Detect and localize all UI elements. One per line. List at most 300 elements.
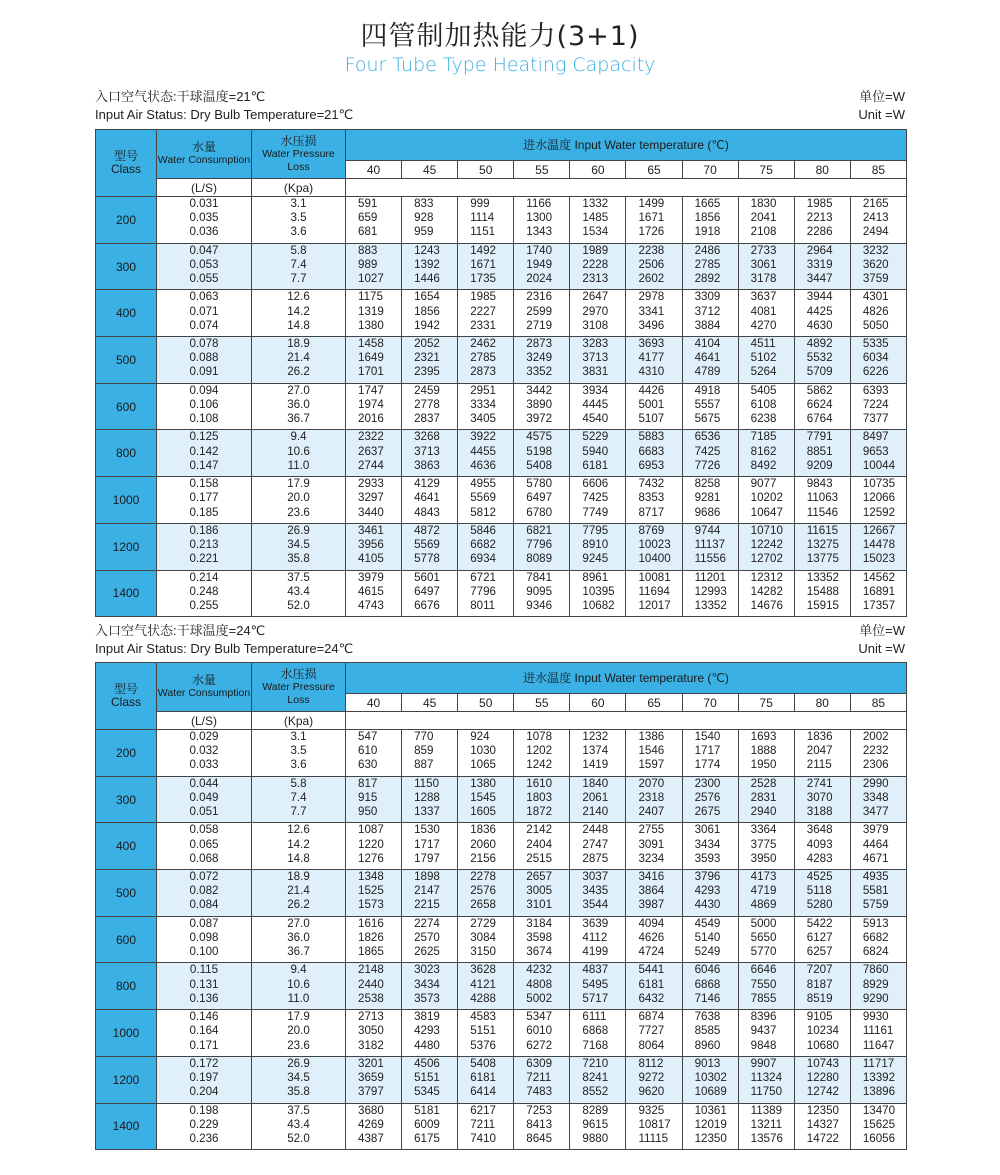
status-line-en — [95, 641, 905, 657]
capacity-cell: 10743 12280 12742 — [794, 1056, 850, 1103]
temp-header: 65 — [626, 694, 682, 712]
flow-cell: 0.115 0.131 0.136 — [157, 963, 252, 1010]
capacity-cell: 2729 3084 3150 — [458, 916, 514, 963]
pressure-cell: 27.0 36.0 36.7 — [252, 916, 346, 963]
capacity-cell: 9077 10202 10647 — [738, 477, 794, 524]
capacity-cell: 11389 13211 13576 — [738, 1103, 794, 1150]
capacity-cell: 7210 8241 8552 — [570, 1056, 626, 1103]
pressure-header — [252, 130, 346, 179]
capacity-cell: 4918 5557 5675 — [682, 383, 738, 430]
capacity-cell: 2274 2570 2625 — [402, 916, 458, 963]
unit-row-filler — [346, 712, 907, 730]
capacity-cell: 6646 7550 7855 — [738, 963, 794, 1010]
temp-header: 75 — [738, 161, 794, 179]
pressure-header-en: Water Pressure Loss — [262, 147, 335, 173]
capacity-cell: 4426 5001 5107 — [626, 383, 682, 430]
temp-header: 85 — [850, 161, 906, 179]
capacity-cell: 6721 7796 8011 — [458, 570, 514, 617]
capacity-cell: 1654 1856 1942 — [402, 290, 458, 337]
capacity-cell: 4575 5198 5408 — [514, 430, 570, 477]
class-cell: 1200 — [96, 1056, 157, 1103]
class-cell: 500 — [96, 870, 157, 917]
pressure-cell: 26.9 34.5 35.8 — [252, 1056, 346, 1103]
table-row — [96, 1056, 907, 1103]
capacity-cell: 5883 6683 6953 — [626, 430, 682, 477]
capacity-cell: 7253 8413 8645 — [514, 1103, 570, 1150]
temp-header: 55 — [514, 161, 570, 179]
table-row — [96, 570, 907, 617]
capacity-cell: 3934 4445 4540 — [570, 383, 626, 430]
capacity-cell: 1386 1546 1597 — [626, 730, 682, 777]
temp-header: 55 — [514, 694, 570, 712]
temp-header: 80 — [794, 161, 850, 179]
capacity-cell: 1166 1300 1343 — [514, 197, 570, 244]
class-cell: 400 — [96, 290, 157, 337]
capacity-cell: 2052 2321 2395 — [402, 337, 458, 384]
capacity-cell: 2713 3050 3182 — [346, 1010, 402, 1057]
capacity-cell: 3442 3890 3972 — [514, 383, 570, 430]
class-header-en: Class — [110, 162, 141, 176]
capacity-cell: 3201 3659 3797 — [346, 1056, 402, 1103]
temp-header: 65 — [626, 161, 682, 179]
flow-cell: 0.063 0.071 0.074 — [157, 290, 252, 337]
capacity-cell: 5601 6497 6676 — [402, 570, 458, 617]
capacity-cell: 4837 5495 5717 — [570, 963, 626, 1010]
capacity-cell: 5000 5650 5770 — [738, 916, 794, 963]
pressure-header-cn: 水压损 — [280, 133, 317, 148]
capacity-cell: 2528 2831 2940 — [738, 776, 794, 823]
capacity-cell: 2647 2970 3108 — [570, 290, 626, 337]
capacity-cell: 4525 5118 5280 — [794, 870, 850, 917]
capacity-cell: 9325 10817 11115 — [626, 1103, 682, 1150]
capacity-cell: 8396 9437 9848 — [738, 1010, 794, 1057]
capacity-cell: 6536 7425 7726 — [682, 430, 738, 477]
capacity-cell: 547 610 630 — [346, 730, 402, 777]
capacity-cell: 817 915 950 — [346, 776, 402, 823]
flow-cell: 0.094 0.106 0.108 — [157, 383, 252, 430]
capacity-cell: 8112 9272 9620 — [626, 1056, 682, 1103]
flow-cell: 0.172 0.197 0.204 — [157, 1056, 252, 1103]
capacity-cell: 2238 2506 2602 — [626, 243, 682, 290]
heating-capacity-table — [95, 129, 907, 617]
water-header-en: Water Consumption — [157, 154, 251, 166]
pressure-cell: 18.9 21.4 26.2 — [252, 337, 346, 384]
capacity-cell: 591 659 681 — [346, 197, 402, 244]
capacity-cell: 12312 14282 14676 — [738, 570, 794, 617]
table-row — [96, 383, 907, 430]
flow-cell: 0.078 0.088 0.091 — [157, 337, 252, 384]
class-cell: 1400 — [96, 1103, 157, 1150]
capacity-cell: 7432 8353 8717 — [626, 477, 682, 524]
capacity-cell: 4935 5581 5759 — [850, 870, 906, 917]
capacity-cell: 12667 14478 15023 — [850, 523, 906, 570]
class-cell: 1200 — [96, 523, 157, 570]
temp-header: 45 — [402, 694, 458, 712]
capacity-cell: 5780 6497 6780 — [514, 477, 570, 524]
capacity-cell: 4549 5140 5249 — [682, 916, 738, 963]
capacity-cell: 1087 1220 1276 — [346, 823, 402, 870]
capacity-cell: 5862 6624 6764 — [794, 383, 850, 430]
capacity-cell: 1492 1671 1735 — [458, 243, 514, 290]
capacity-cell: 2322 2637 2744 — [346, 430, 402, 477]
table-row — [96, 963, 907, 1010]
temp-header: 70 — [682, 161, 738, 179]
capacity-cell: 3037 3435 3544 — [570, 870, 626, 917]
capacity-cell: 2873 3249 3352 — [514, 337, 570, 384]
capacity-cell: 1836 2047 2115 — [794, 730, 850, 777]
capacity-cell: 12350 14327 14722 — [794, 1103, 850, 1150]
capacity-cell: 11201 12993 13352 — [682, 570, 738, 617]
unit-en: Unit =W — [858, 107, 905, 122]
capacity-cell: 2964 3319 3447 — [794, 243, 850, 290]
capacity-cell: 1380 1545 1605 — [458, 776, 514, 823]
capacity-cell: 1150 1288 1337 — [402, 776, 458, 823]
capacity-cell: 4892 5532 5709 — [794, 337, 850, 384]
capacity-cell: 833 928 959 — [402, 197, 458, 244]
capacity-cell: 2070 2318 2407 — [626, 776, 682, 823]
pressure-cell: 9.4 10.6 11.0 — [252, 430, 346, 477]
flow-cell: 0.029 0.032 0.033 — [157, 730, 252, 777]
capacity-cell: 3637 4081 4270 — [738, 290, 794, 337]
unit-cn: 单位=W — [859, 89, 905, 104]
capacity-cell: 7185 8162 8492 — [738, 430, 794, 477]
table-row — [96, 1010, 907, 1057]
capacity-cell: 883 989 1027 — [346, 243, 402, 290]
capacity-cell: 1232 1374 1419 — [570, 730, 626, 777]
page-subtitle: Four Tube Type Heating Capacity — [344, 54, 656, 76]
class-cell: 1000 — [96, 477, 157, 524]
capacity-cell: 6393 7224 7377 — [850, 383, 906, 430]
capacity-cell: 7795 8910 9245 — [570, 523, 626, 570]
class-header-cn: 型号 — [113, 149, 138, 163]
table-row — [96, 243, 907, 290]
capacity-cell: 4506 5151 5345 — [402, 1056, 458, 1103]
pressure-cell: 5.8 7.4 7.7 — [252, 776, 346, 823]
temp-header: 75 — [738, 694, 794, 712]
air-status-cn: 入口空气状态:干球温度=21℃ — [95, 89, 266, 104]
unit-cn: 单位=W — [859, 623, 905, 638]
capacity-cell: 9105 10234 10680 — [794, 1010, 850, 1057]
pressure-header — [252, 663, 346, 712]
class-cell: 500 — [96, 337, 157, 384]
pressure-cell: 27.0 36.0 36.7 — [252, 383, 346, 430]
capacity-cell: 2148 2440 2538 — [346, 963, 402, 1010]
capacity-cell: 8289 9615 9880 — [570, 1103, 626, 1150]
pressure-header-cn: 水压损 — [280, 666, 317, 681]
capacity-cell: 3819 4293 4480 — [402, 1010, 458, 1057]
air-status-en: Input Air Status: Dry Bulb Temperature=24℃ — [95, 641, 354, 656]
table-row — [96, 430, 907, 477]
temp-header: 70 — [682, 694, 738, 712]
capacity-cell: 1747 1974 2016 — [346, 383, 402, 430]
capacity-cell: 3639 4112 4199 — [570, 916, 626, 963]
table-row — [96, 290, 907, 337]
capacity-cell: 1616 1826 1865 — [346, 916, 402, 963]
capacity-cell: 14562 16891 17357 — [850, 570, 906, 617]
capacity-cell: 1985 2213 2286 — [794, 197, 850, 244]
temp-header: 60 — [570, 161, 626, 179]
capacity-cell: 1243 1392 1446 — [402, 243, 458, 290]
capacity-cell: 11615 13275 13775 — [794, 523, 850, 570]
capacity-cell: 1830 2041 2108 — [738, 197, 794, 244]
pressure-cell: 3.1 3.5 3.6 — [252, 730, 346, 777]
table-row — [96, 823, 907, 870]
capacity-cell: 2755 3091 3234 — [626, 823, 682, 870]
flow-cell: 0.198 0.229 0.236 — [157, 1103, 252, 1150]
pressure-cell: 17.9 20.0 23.6 — [252, 1010, 346, 1057]
status-line-cn — [95, 86, 905, 102]
inlet-temp-header: 进水温度 Input Water temperature (℃) — [346, 663, 907, 694]
capacity-cell: 4301 4826 5050 — [850, 290, 906, 337]
capacity-cell: 1665 1856 1918 — [682, 197, 738, 244]
capacity-cell: 2978 3341 3496 — [626, 290, 682, 337]
capacity-cell: 3061 3434 3593 — [682, 823, 738, 870]
water-header — [157, 663, 252, 712]
flow-cell: 0.214 0.248 0.255 — [157, 570, 252, 617]
heating-capacity-table — [95, 662, 907, 1150]
capacity-cell: 3184 3598 3674 — [514, 916, 570, 963]
capacity-cell: 13470 15625 16056 — [850, 1103, 906, 1150]
capacity-cell: 7638 8585 8960 — [682, 1010, 738, 1057]
capacity-cell: 6606 7425 7749 — [570, 477, 626, 524]
capacity-cell: 4232 4808 5002 — [514, 963, 570, 1010]
capacity-cell: 6111 6868 7168 — [570, 1010, 626, 1057]
capacity-cell: 9907 11324 11750 — [738, 1056, 794, 1103]
water-header — [157, 130, 252, 179]
capacity-cell: 5913 6682 6824 — [850, 916, 906, 963]
capacity-cell: 3922 4455 4636 — [458, 430, 514, 477]
capacity-cell: 1348 1525 1573 — [346, 870, 402, 917]
capacity-cell: 7841 9095 9346 — [514, 570, 570, 617]
pressure-cell: 12.6 14.2 14.8 — [252, 290, 346, 337]
pressure-cell: 17.9 20.0 23.6 — [252, 477, 346, 524]
capacity-cell: 6217 7211 7410 — [458, 1103, 514, 1150]
table-row — [96, 730, 907, 777]
class-cell: 600 — [96, 383, 157, 430]
capacity-cell: 999 1114 1151 — [458, 197, 514, 244]
table-row — [96, 1103, 907, 1150]
air-status-cn: 入口空气状态:干球温度=24℃ — [95, 623, 266, 638]
capacity-cell: 4129 4641 4843 — [402, 477, 458, 524]
capacity-cell: 8497 9653 10044 — [850, 430, 906, 477]
capacity-cell: 8258 9281 9686 — [682, 477, 738, 524]
capacity-cell: 9013 10302 10689 — [682, 1056, 738, 1103]
class-header-cn: 型号 — [113, 682, 138, 696]
capacity-cell: 3979 4615 4743 — [346, 570, 402, 617]
capacity-cell: 2933 3297 3440 — [346, 477, 402, 524]
capacity-cell: 3944 4425 4630 — [794, 290, 850, 337]
class-cell: 1400 — [96, 570, 157, 617]
class-cell: 600 — [96, 916, 157, 963]
capacity-cell: 4094 4626 4724 — [626, 916, 682, 963]
capacity-cell: 2486 2785 2892 — [682, 243, 738, 290]
capacity-cell: 3023 3434 3573 — [402, 963, 458, 1010]
capacity-cell: 5405 6108 6238 — [738, 383, 794, 430]
table-row — [96, 776, 907, 823]
capacity-cell: 2459 2778 2837 — [402, 383, 458, 430]
capacity-cell: 2657 3005 3101 — [514, 870, 570, 917]
water-header-cn: 水量 — [191, 140, 216, 154]
pressure-unit: (Kpa) — [252, 179, 346, 197]
capacity-cell: 6821 7796 8089 — [514, 523, 570, 570]
unit-row-filler — [346, 179, 907, 197]
capacity-cell: 9930 11161 11647 — [850, 1010, 906, 1057]
capacity-cell: 3628 4121 4288 — [458, 963, 514, 1010]
capacity-cell: 4955 5569 5812 — [458, 477, 514, 524]
capacity-cell: 5408 6181 6414 — [458, 1056, 514, 1103]
table-row — [96, 870, 907, 917]
capacity-cell: 2316 2599 2719 — [514, 290, 570, 337]
capacity-cell: 9744 11137 11556 — [682, 523, 738, 570]
capacity-cell: 10081 11694 12017 — [626, 570, 682, 617]
class-header-en: Class — [110, 695, 141, 709]
capacity-cell: 1840 2061 2140 — [570, 776, 626, 823]
capacity-cell: 3309 3712 3884 — [682, 290, 738, 337]
capacity-cell: 2002 2232 2306 — [850, 730, 906, 777]
capacity-cell: 6309 7211 7483 — [514, 1056, 570, 1103]
table-row — [96, 477, 907, 524]
class-cell: 800 — [96, 430, 157, 477]
capacity-cell: 1610 1803 1872 — [514, 776, 570, 823]
capacity-cell: 4511 5102 5264 — [738, 337, 794, 384]
capacity-cell: 4872 5569 5778 — [402, 523, 458, 570]
capacity-cell: 5181 6009 6175 — [402, 1103, 458, 1150]
capacity-cell: 1175 1319 1380 — [346, 290, 402, 337]
pressure-cell: 5.8 7.4 7.7 — [252, 243, 346, 290]
capacity-cell: 5422 6127 6257 — [794, 916, 850, 963]
unit-en: Unit =W — [858, 641, 905, 656]
flow-cell: 0.186 0.213 0.221 — [157, 523, 252, 570]
capacity-cell: 4583 5151 5376 — [458, 1010, 514, 1057]
capacity-cell: 1332 1485 1534 — [570, 197, 626, 244]
capacity-cell: 2300 2576 2675 — [682, 776, 738, 823]
class-cell: 800 — [96, 963, 157, 1010]
capacity-cell: 3796 4293 4430 — [682, 870, 738, 917]
capacity-cell: 770 859 887 — [402, 730, 458, 777]
pressure-cell: 12.6 14.2 14.8 — [252, 823, 346, 870]
pressure-cell: 37.5 43.4 52.0 — [252, 570, 346, 617]
water-unit: (L/S) — [157, 179, 252, 197]
flow-cell: 0.072 0.082 0.084 — [157, 870, 252, 917]
pressure-cell: 9.4 10.6 11.0 — [252, 963, 346, 1010]
class-cell: 300 — [96, 776, 157, 823]
capacity-cell: 3232 3620 3759 — [850, 243, 906, 290]
pressure-cell: 3.1 3.5 3.6 — [252, 197, 346, 244]
capacity-cell: 6874 7727 8064 — [626, 1010, 682, 1057]
capacity-cell: 1078 1202 1242 — [514, 730, 570, 777]
inlet-temp-header: 进水温度 Input Water temperature (℃) — [346, 130, 907, 161]
capacity-cell: 3283 3713 3831 — [570, 337, 626, 384]
status-line-en — [95, 107, 905, 123]
class-cell: 200 — [96, 197, 157, 244]
status-line-cn — [95, 620, 905, 636]
table-row — [96, 916, 907, 963]
pressure-header-en: Water Pressure Loss — [262, 680, 335, 706]
capacity-cell: 3416 3864 3987 — [626, 870, 682, 917]
temp-header: 50 — [458, 694, 514, 712]
capacity-cell: 1540 1717 1774 — [682, 730, 738, 777]
table-row — [96, 197, 907, 244]
capacity-cell: 2741 3070 3188 — [794, 776, 850, 823]
page-title: 四管制加热能力(3+1) — [360, 21, 640, 52]
capacity-cell: 2462 2785 2873 — [458, 337, 514, 384]
capacity-cell: 2448 2747 2875 — [570, 823, 626, 870]
temp-header: 80 — [794, 694, 850, 712]
capacity-cell: 5846 6682 6934 — [458, 523, 514, 570]
capacity-cell: 2165 2413 2494 — [850, 197, 906, 244]
water-unit: (L/S) — [157, 712, 252, 730]
temp-header: 85 — [850, 694, 906, 712]
capacity-cell: 2278 2576 2658 — [458, 870, 514, 917]
flow-cell: 0.125 0.142 0.147 — [157, 430, 252, 477]
class-cell: 1000 — [96, 1010, 157, 1057]
capacity-cell: 2733 3061 3178 — [738, 243, 794, 290]
pressure-unit: (Kpa) — [252, 712, 346, 730]
capacity-cell: 3979 4464 4671 — [850, 823, 906, 870]
water-header-cn: 水量 — [191, 673, 216, 687]
capacity-cell: 4173 4719 4869 — [738, 870, 794, 917]
capacity-cell: 5347 6010 6272 — [514, 1010, 570, 1057]
capacity-cell: 6046 6868 7146 — [682, 963, 738, 1010]
class-cell: 300 — [96, 243, 157, 290]
air-status-en: Input Air Status: Dry Bulb Temperature=21℃ — [95, 107, 354, 122]
water-header-en: Water Consumption — [157, 687, 251, 699]
capacity-cell: 7791 8851 9209 — [794, 430, 850, 477]
capacity-cell: 1836 2060 2156 — [458, 823, 514, 870]
table-row — [96, 337, 907, 384]
capacity-cell: 1989 2228 2313 — [570, 243, 626, 290]
capacity-cell: 5229 5940 6181 — [570, 430, 626, 477]
capacity-cell: 1530 1717 1797 — [402, 823, 458, 870]
flow-cell: 0.047 0.053 0.055 — [157, 243, 252, 290]
capacity-cell: 4104 4641 4789 — [682, 337, 738, 384]
capacity-cell: 7207 8187 8519 — [794, 963, 850, 1010]
capacity-cell: 10735 12066 12592 — [850, 477, 906, 524]
capacity-cell: 5441 6181 6432 — [626, 963, 682, 1010]
capacity-cell: 924 1030 1065 — [458, 730, 514, 777]
capacity-cell: 9843 11063 11546 — [794, 477, 850, 524]
temp-header: 60 — [570, 694, 626, 712]
pressure-cell: 18.9 21.4 26.2 — [252, 870, 346, 917]
capacity-cell: 2142 2404 2515 — [514, 823, 570, 870]
flow-cell: 0.044 0.049 0.051 — [157, 776, 252, 823]
flow-cell: 0.058 0.065 0.068 — [157, 823, 252, 870]
class-header — [96, 130, 157, 197]
capacity-cell: 10361 12019 12350 — [682, 1103, 738, 1150]
flow-cell: 0.158 0.177 0.185 — [157, 477, 252, 524]
capacity-cell: 13352 15488 15915 — [794, 570, 850, 617]
capacity-cell: 1985 2227 2331 — [458, 290, 514, 337]
class-cell: 200 — [96, 730, 157, 777]
capacity-cell: 3364 3775 3950 — [738, 823, 794, 870]
flow-cell: 0.146 0.164 0.171 — [157, 1010, 252, 1057]
capacity-cell: 1458 1649 1701 — [346, 337, 402, 384]
class-cell: 400 — [96, 823, 157, 870]
capacity-cell: 3680 4269 4387 — [346, 1103, 402, 1150]
capacity-cell: 2951 3334 3405 — [458, 383, 514, 430]
capacity-cell: 1740 1949 2024 — [514, 243, 570, 290]
table-row — [96, 523, 907, 570]
capacity-cell: 8769 10023 10400 — [626, 523, 682, 570]
capacity-cell: 1499 1671 1726 — [626, 197, 682, 244]
capacity-cell: 3648 4093 4283 — [794, 823, 850, 870]
capacity-cell: 7860 8929 9290 — [850, 963, 906, 1010]
capacity-cell: 5335 6034 6226 — [850, 337, 906, 384]
class-header — [96, 663, 157, 730]
pressure-cell: 26.9 34.5 35.8 — [252, 523, 346, 570]
capacity-cell: 10710 12242 12702 — [738, 523, 794, 570]
capacity-cell: 3461 3956 4105 — [346, 523, 402, 570]
